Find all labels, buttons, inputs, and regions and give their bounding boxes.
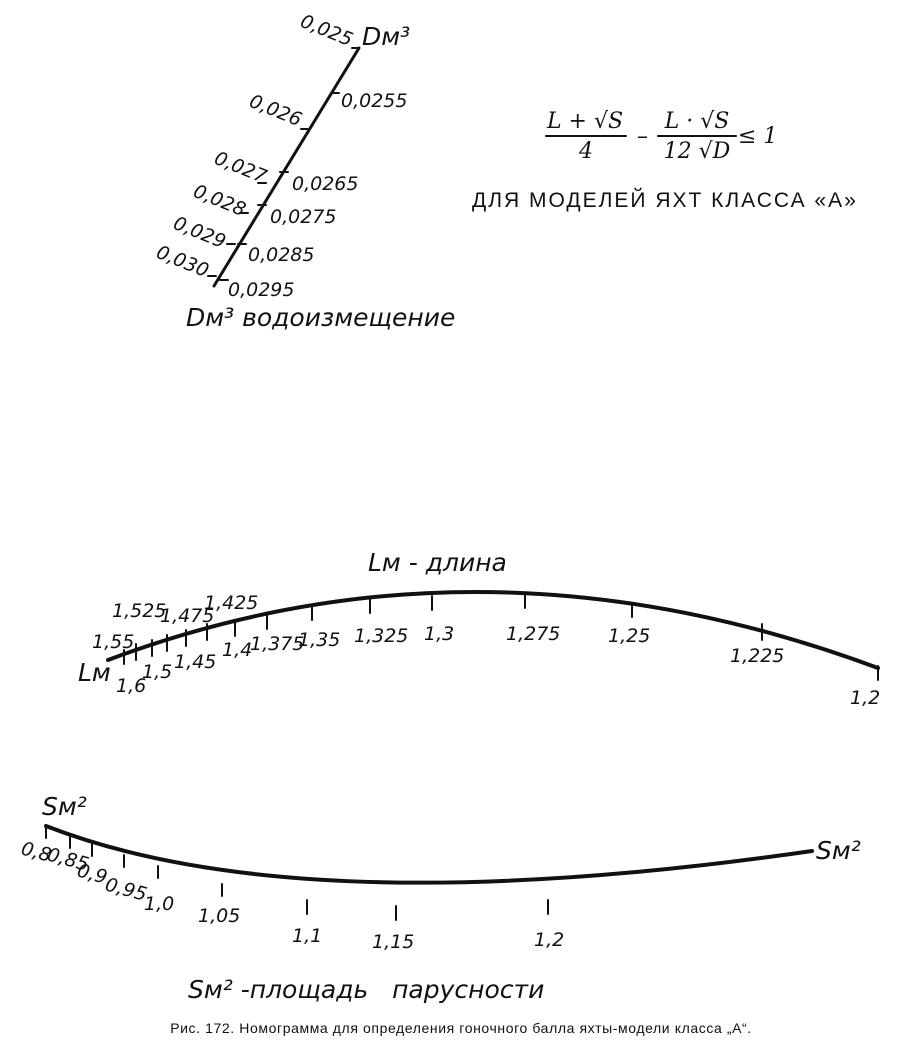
- sail-area-tick-label: 1,1: [292, 925, 323, 947]
- length-axis-title: Lм - длина: [368, 548, 507, 577]
- displacement-axis-title: Dм³ водоизмещение: [186, 303, 456, 332]
- displacement-tick-label: 0,025: [297, 10, 356, 52]
- length-tick-label: 1,2: [850, 687, 881, 709]
- displacement-scale: [153, 10, 455, 332]
- length-tick-label: 1,45: [174, 651, 217, 673]
- displacement-tick-label: 0,0265: [292, 173, 359, 195]
- length-tick-label: 1,375: [250, 633, 305, 655]
- sail-area-axis-title: Sм² -площадь парусности: [188, 975, 545, 1004]
- sail-area-end-label-right: Sм²: [816, 836, 861, 865]
- length-tick-label: 1,25: [608, 625, 651, 647]
- sail-area-tick-label: 0,85: [44, 843, 92, 876]
- length-tick-label: 1,425: [204, 592, 259, 614]
- length-tick-label: 1,3: [424, 623, 455, 645]
- figure-caption: Рис. 172. Номограмма для определения гоночного балла яхты-модели класса „А“.: [170, 1020, 752, 1036]
- formula-caption: ДЛЯ МОДЕЛЕЙ ЯХТ КЛАССА «А»: [472, 189, 858, 212]
- sail-area-tick-label: 1,2: [534, 929, 565, 951]
- sail-area-tick-label: 0,9: [74, 859, 110, 889]
- formula-denominator-2: 12 √D: [663, 139, 731, 164]
- displacement-tick-label: 0,027: [211, 147, 270, 189]
- displacement-tick-label: 0,0275: [270, 206, 337, 228]
- length-tick-label: 1,5: [142, 661, 173, 683]
- displacement-tick-label: 0,030: [153, 241, 212, 283]
- formula-numerator-2: L · √S: [664, 109, 730, 134]
- displacement-tick-label: 0,0285: [248, 244, 315, 266]
- displacement-tick-label: 0,029: [170, 212, 229, 254]
- length-tick-label: 1,275: [506, 623, 561, 645]
- displacement-end-label: Dм³: [362, 22, 411, 51]
- length-end-label: Lм: [78, 658, 111, 687]
- displacement-tick-label: 0,0295: [228, 279, 295, 301]
- length-tick-label: 1,4: [222, 639, 253, 661]
- length-tick-label: 1,475: [160, 605, 215, 627]
- length-tick-label: 1,6: [116, 675, 147, 697]
- displacement-tick-label: 0,028: [190, 180, 249, 222]
- sail-area-tick-label: 0,95: [102, 873, 150, 906]
- length-tick-label: 1,325: [354, 625, 409, 647]
- sail-area-tick-label: 1,05: [198, 905, 241, 927]
- sail-area-tick-label: 0,8: [18, 837, 54, 867]
- formula-denominator-1: 4: [579, 139, 593, 164]
- sail-area-tick-label: 1,15: [372, 931, 415, 953]
- sail-area-tick-label: 1,0: [144, 893, 175, 915]
- sail-area-scale: [19, 792, 861, 1004]
- displacement-tick-label: 0,026: [246, 90, 305, 132]
- length-tick-label: 1,55: [92, 631, 135, 653]
- formula-minus-sign: –: [637, 124, 648, 149]
- length-tick-label: 1,525: [112, 600, 167, 622]
- formula-numerator-1: L + √S: [546, 109, 624, 134]
- length-tick-label: 1,225: [730, 645, 785, 667]
- rating-formula: [472, 109, 858, 212]
- formula-relation: ≤ 1: [738, 124, 778, 149]
- sail-area-axis-curve: [46, 826, 812, 883]
- length-scale: [78, 548, 880, 709]
- displacement-tick-label: 0,0255: [341, 90, 408, 112]
- sail-area-end-label-left: Sм²: [42, 792, 87, 821]
- length-tick-label: 1,35: [298, 629, 341, 651]
